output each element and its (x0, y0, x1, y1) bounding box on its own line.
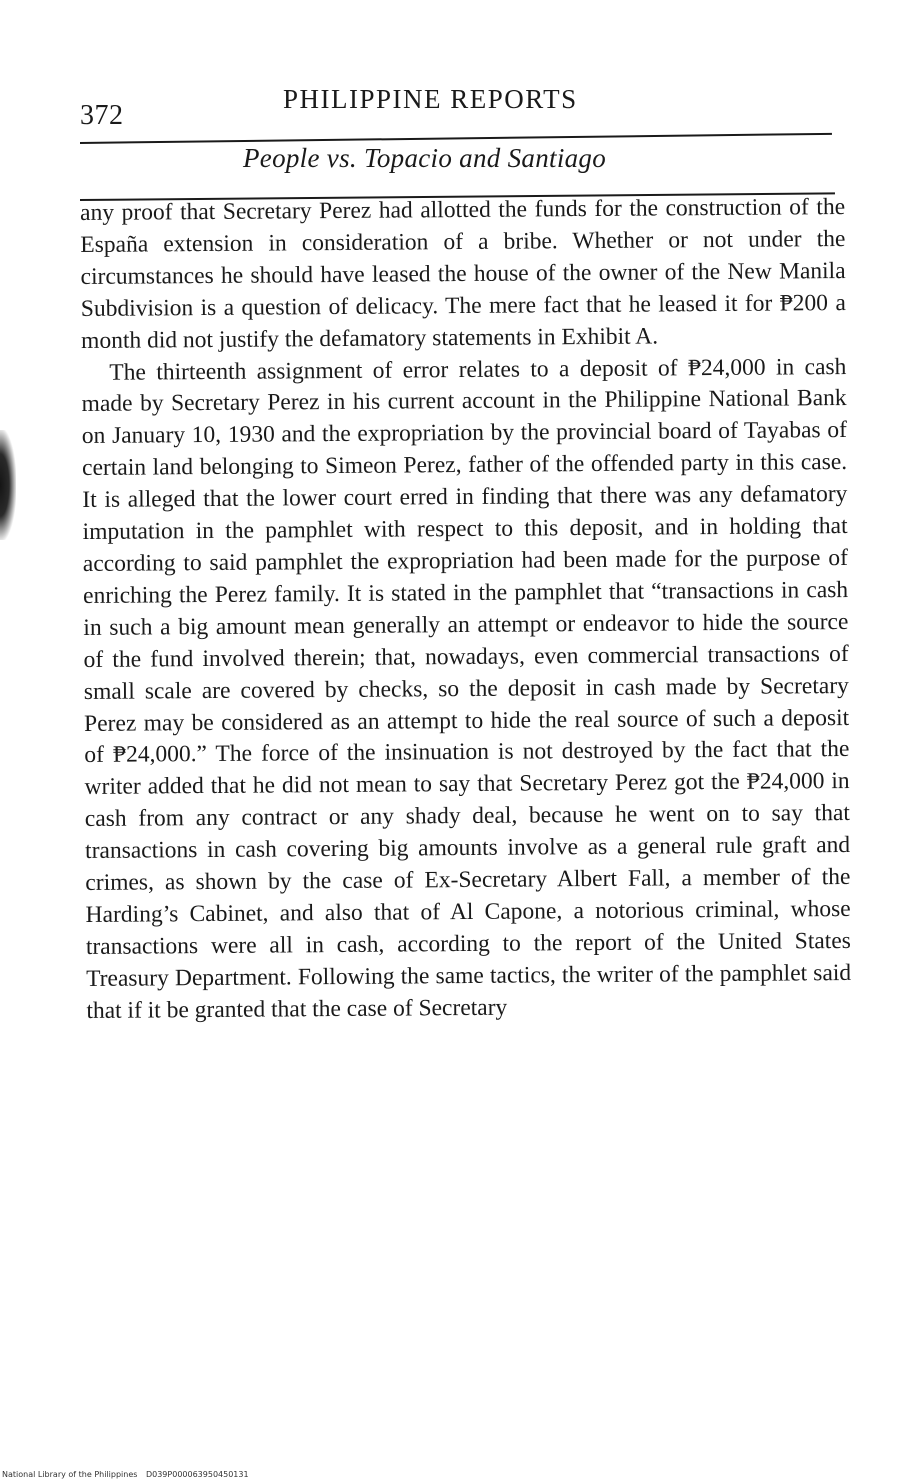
page-number: 372 (80, 100, 124, 131)
footer-library: National Library of the Philippines (2, 1470, 138, 1479)
case-title: People vs. Topacio and Santiago (243, 143, 607, 173)
paragraph-continuation: any proof that Secretary Perez had allotted the funds for the construction of the España extension in consideration of a bribe. Whether or not under the circumstances he should have leased the house of the owner of the New Manila Subdivision is a question of delicacy. The mere fact that he leased it for ₱200 a month did not justify the defamatory statements in Exhibit A. (80, 193, 846, 354)
body-text (80, 192, 851, 1028)
paragraph-thirteenth-assignment: The thirteenth assignment of error relates to a deposit of ₱24,000 in cash made by Secretary Perez in his current account in the Philippine National Bank on January 10, 1930 and the expropriation by the provincial board of Tayabas of certain land belonging to Simeon Perez, father of the offended party in this case. It is alleged that the lower court erred in finding that there was any defamatory imputation in the pamphlet with respect to this deposit, and in holding that according to said pamphlet the expropriation had been made for the purpose of enriching the Perez family. It is stated in the pamphlet that “transactions in cash in such a big amount mean generally an attempt or endeavor to hide the source of the fund involved therein; that, nowadays, even commercial transactions of small scale are covered by checks, so the deposit in cash made by Secretary Perez may be considered as an attempt to hide the real source of such a deposit of ₱24,000.” The force of the insinuation is not destroyed by the fact that the writer added that he did not mean to say that Secretary Perez got the ₱24,000 in cash from any contract or any shady deal, because he went on to say that transactions in cash covering big amounts involve as a general rule graft and crimes, as shown by the case of Ex-Secretary Albert Fall, a member of the Harding’s Cabinet, and also that of Al Capone, a notorious criminal, whose transactions were all in cash, according to the report of the United States Treasury Department. Following the same tactics, the writer of the pamphlet said that if it be granted that the case of Secretary (81, 353, 852, 1024)
binding-shadow (0, 430, 16, 540)
running-head: PHILIPPINE REPORTS (283, 84, 578, 114)
scan-footer (2, 1470, 249, 1479)
footer-image-code: D039P000063950450131 (145, 1470, 249, 1479)
